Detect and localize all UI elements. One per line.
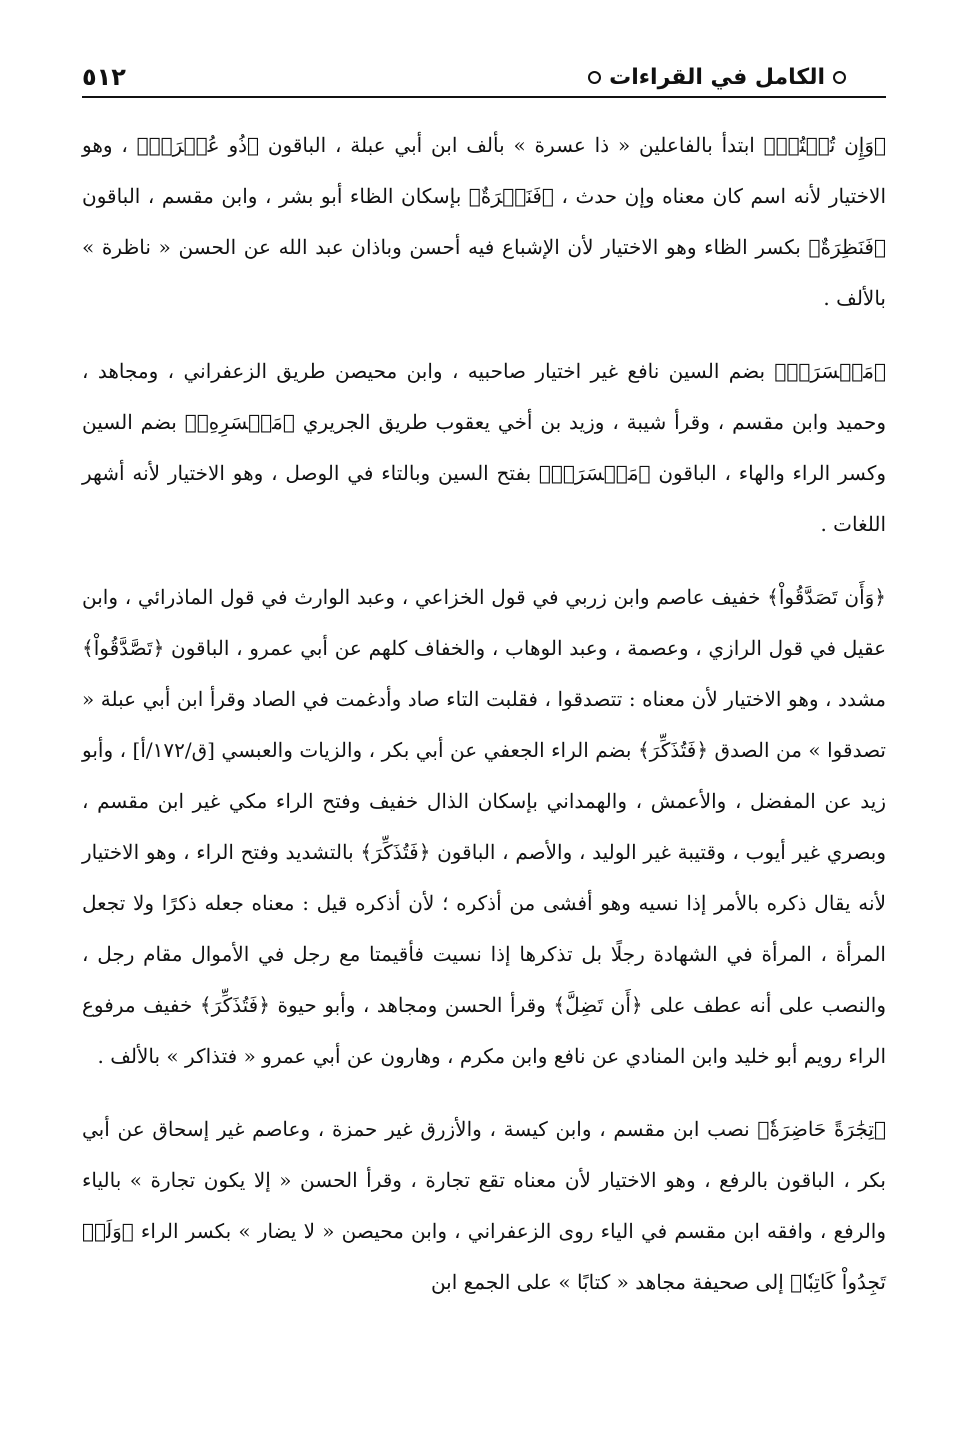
paragraph: ﴿تِجَٰرَةً حَاضِرَةٗ﴾ نصب ابن مقسم ، وابن كيسة ، والأزرق غير حمزة ، وعاصم غير إسحاق عن أبي بكر ، الباقون بالرفع ، وهو الاختيار لأن معناه تقع تجارة ، وقرأ الحسن « إلا يكون تجارة » بالياء والرفع ، وافقه ابن مقسم في الياء روى الزعفراني ، وابن محيصن « لا يضار » بكسر الراء ﴿وَلَمۡ تَجِدُواْ كَاتِبٗا﴾ إلى صحيفة مجاهد « كتابًا » على الجمع ابن bbox=[82, 1117, 887, 1294]
paragraph: ﴿مَيۡسَرَةٖ﴾ بضم السين نافع غير اختيار صاحبيه ، وابن محيصن طريق الزعفراني ، ومجاهد ، وحميد وابن مقسم ، وقرأ شيبة ، وزيد بن أخي يعقوب طريق الجريري ﴿مَيۡسَرِهِۦ﴾ بضم السين وكسر الراء والهاء ، الباقون ﴿مَيۡسَرَةٖ﴾ بفتح السين وبالتاء في الوصل ، وهو الاختيار لأنه أشهر اللغات . bbox=[82, 359, 887, 536]
body-text bbox=[82, 120, 886, 1308]
ring-ornament-icon bbox=[833, 71, 846, 84]
paragraph: ﴿وَإِن تُبۡتُمۡ﴾ ابتدأ بالفاعلين « ذا عسرة » بألف ابن أبي عبلة ، الباقون ﴿ذُو عُسۡرَةٖ﴾ ، وهو الاختيار لأنه اسم كان معناه وإن حدث ، ﴿فَنَظۡرَةٌ﴾ بإسكان الظاء أبو بشر ، وابن مقسم ، الباقون ﴿فَنَظِرَةٌ﴾ بكسر الظاء وهو الاختيار لأن الإشباع فيه أحسن وباذان عبد الله عن الحسن « ناظرة » بالألف . bbox=[82, 133, 886, 310]
book-page bbox=[82, 58, 886, 1418]
page-number: ٥١٢ bbox=[82, 63, 126, 91]
book-title: الكامل في القراءات bbox=[609, 64, 825, 90]
paragraph: ﴿وَأَن تَصَدَّقُواْ﴾ خفيف عاصم وابن زربي في قول الخزاعي ، وعبد الوارث في قول الماذرائي ، وابن عقيل في قول الرازي ، وعصمة ، وعبد الوهاب ، والخفاف كلهم عن أبي عمرو ، الباقون ﴿تَصَّدَّقُواْ﴾ مشدد ، وهو الاختيار لأن معناه : تتصدقوا ، فقلبت التاء صاد وأدغمت في الصاد وقرأ ابن أبي عبلة « تصدقوا » من الصدق ﴿فَتُذَكِّرَ﴾ بضم الراء الجعفي عن أبي بكر ، والزيات والعبسي [ق/١٧٢/أ] ، وأبو زيد عن المفضل ، والأعمش ، والهمداني بإسكان الذال خفيف وفتح الراء مكي غير ابن مقسم ، وبصري غير أيوب ، وقتيبة غير الوليد ، والأصم ، الباقون ﴿فَتُذَكِّرَ﴾ بالتشديد وفتح الراء ، وهو الاختيار لأنه يقال ذكره بالأمر إذا نسيه وهو أفشى من أذكره ؛ لأن أذكره قيل : معناه جعله ذكرًا ولا تجعل المرأة ، المرأة في الشهادة رجلًا بل تذكرها إذا نسيت فأقيمتا مع رجل في الأموال مقام رجل ، والنصب على أنه عطف على ﴿أَن تَضِلَّ﴾ وقرأ الحسن ومجاهد ، وأبو حيوة ﴿فَتُذَكِّرَ﴾ خفيف مرفوع الراء رويم أبو خليد وابن المنادي عن نافع وابن مكرم ، وهارون عن أبي عمرو « فتذاكر » بالألف . bbox=[82, 585, 887, 1068]
running-header bbox=[82, 58, 886, 98]
header-title-group bbox=[588, 65, 886, 90]
ring-ornament-icon bbox=[588, 71, 601, 84]
